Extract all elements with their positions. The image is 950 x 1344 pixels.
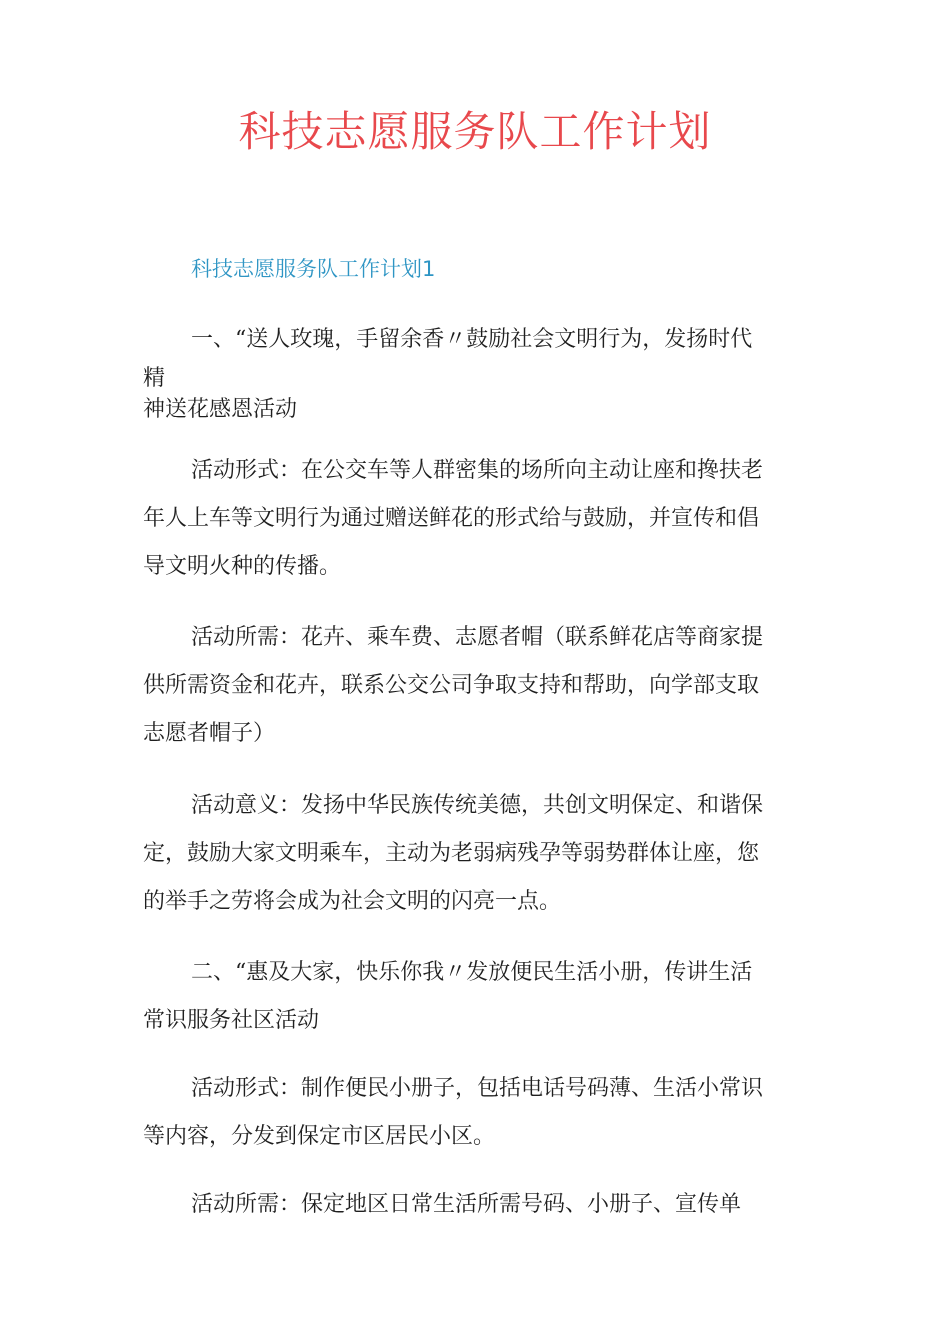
paragraph-2 (143, 386, 811, 434)
paragraph-line: 活动所需：保定地区日常生活所需号码、小册子、宣传单 (191, 1192, 742, 1217)
paragraph-line: 活动意义：发扬中华民族传统美德，共创文明保定、和谐保 (191, 793, 764, 818)
paragraph-activity-meaning (143, 782, 811, 926)
paragraph-section-two (143, 949, 811, 1045)
paragraph-activity-form (143, 447, 811, 591)
paragraph-activity-needs-2 (143, 1181, 811, 1229)
paragraph-line: 导文明火种的传播。 (143, 554, 342, 579)
paragraph-line: 常识服务社区活动 (143, 1008, 320, 1033)
paragraph-line: 活动形式：在公交车等人群密集的场所向主动让座和搀扶老 (191, 458, 764, 483)
paragraph-line: 一、“送人玫瑰，手留余香〃鼓励社会文明行为，发扬时代 (191, 327, 753, 352)
paragraph-line: 定，鼓励大家文明乘车，主动为老弱病残孕等弱势群体让座，您 (143, 841, 760, 866)
paragraph-line: 年人上车等文明行为通过赠送鲜花的形式给与鼓励，并宣传和倡 (143, 506, 760, 531)
paragraph-1 (143, 316, 811, 394)
paragraph-line: 供所需资金和花卉，联系公交公司争取支持和帮助，向学部支取 (143, 673, 760, 698)
paragraph-activity-form-2 (143, 1065, 811, 1161)
section-heading: 科技志愿服务队工作计划1 (191, 257, 436, 281)
paragraph-activity-needs (143, 614, 811, 758)
paragraph-line: 等内容，分发到保定市区居民小区。 (143, 1124, 496, 1149)
paragraph-line: 活动所需：花卉、乘车费、志愿者帽（联系鲜花店等商家提 (191, 625, 764, 650)
paragraph-line: 的举手之劳将会成为社会文明的闪亮一点。 (143, 889, 562, 914)
paragraph-line: 精 (143, 366, 166, 391)
paragraph-line: 活动形式：制作便民小册子，包括电话号码薄、生活小常识 (191, 1076, 764, 1101)
document-title: 科技志愿服务队工作计划 (238, 107, 712, 156)
paragraph-line: 志愿者帽子） (143, 721, 276, 746)
paragraph-line: 神送花感恩活动 (143, 397, 298, 422)
paragraph-line: 二、“惠及大家，快乐你我〃发放便民生活小册，传讲生活 (191, 960, 753, 985)
